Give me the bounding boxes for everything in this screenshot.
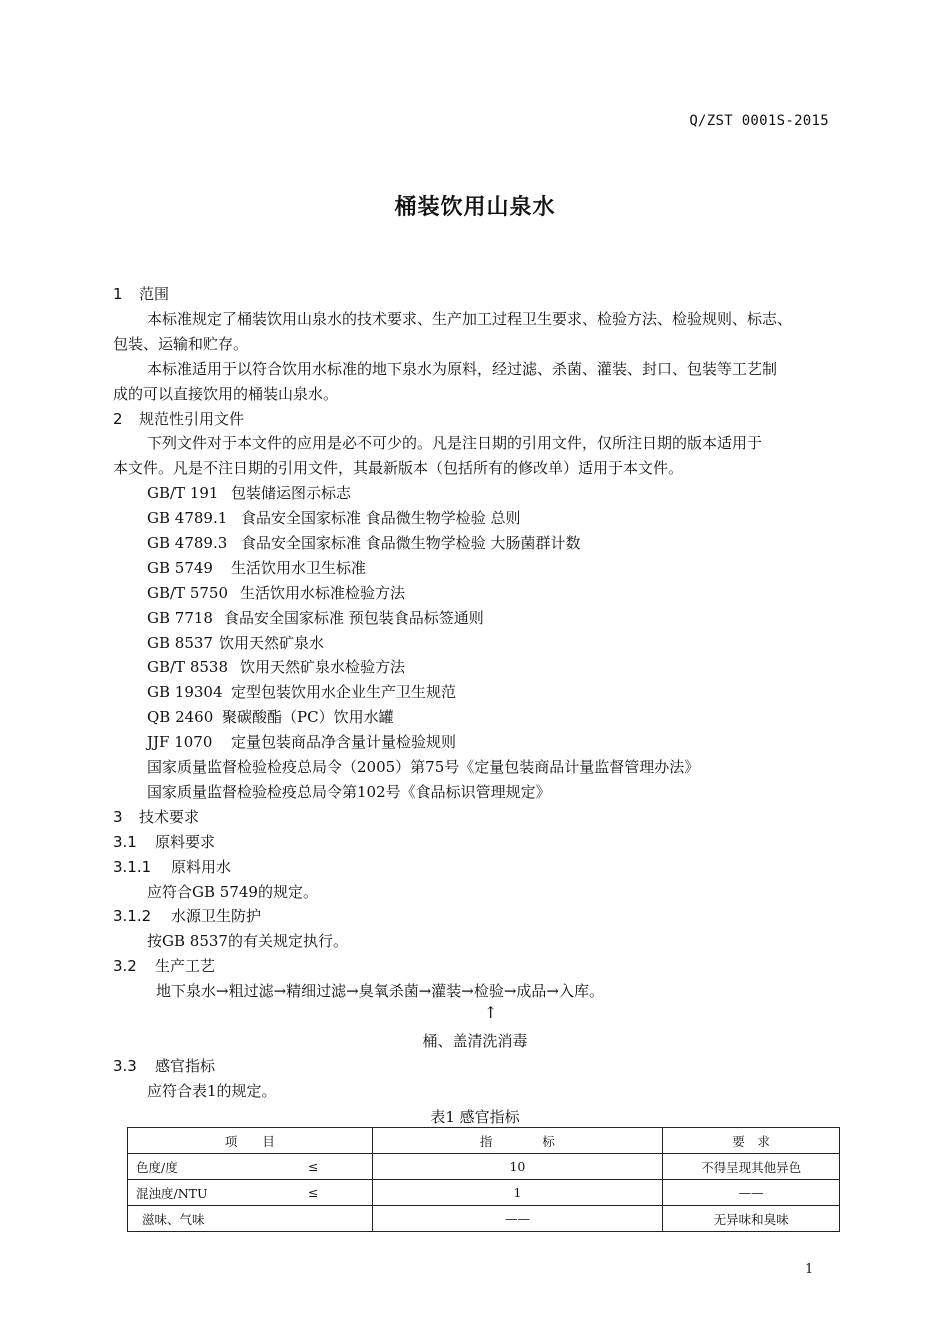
table-cell-requirement: 不得呈现其他异色 (663, 1154, 840, 1180)
section-number: 1 (113, 285, 123, 303)
paragraph-continued: 包装、运输和贮存。 (113, 335, 249, 353)
reference-code: GB/T 5750 (147, 584, 229, 602)
section-3-1-2-heading (113, 906, 261, 926)
reference-name: 定量包装商品净含量计量检验规则 (231, 733, 457, 751)
process-flow: 地下泉水→粗过滤→精细过滤→臭氧杀菌→灌装→检验→成品→入库。 (156, 982, 604, 1000)
reference-code: GB 4789.1 (147, 509, 228, 527)
reference-item: 国家质量监督检验检疫总局令（2005）第75号《定量包装商品计量监督管理办法》 (147, 758, 700, 776)
section-title: 范围 (139, 285, 170, 303)
table-header-cell: 项 目 (128, 1128, 373, 1154)
reference-item (147, 633, 324, 653)
table-row (128, 1180, 840, 1206)
paragraph-continued: 本文件。凡是不注日期的引用文件，其最新版本（包括所有的修改单）适用于本文件。 (113, 459, 684, 477)
reference-name: 食品安全国家标准 预包装食品标签通则 (224, 609, 484, 627)
section-number: 3.2 (113, 957, 137, 975)
paragraph: 按GB 8537的有关规定执行。 (147, 932, 348, 950)
section-number: 3.1.2 (113, 907, 152, 925)
section-3-1-heading (113, 832, 215, 852)
reference-code: QB 2460 (147, 708, 214, 726)
section-3-1-1-heading (113, 857, 231, 877)
table-header-row (128, 1128, 840, 1154)
reference-name: 生活饮用水卫生标准 (231, 559, 367, 577)
table-caption: 表1 感官指标 (430, 1108, 520, 1126)
section-2-heading (113, 409, 244, 429)
reference-name: 生活饮用水标准检验方法 (240, 584, 406, 602)
table-cell-value: 1 (372, 1180, 663, 1206)
reference-code: GB 4789.3 (147, 534, 228, 552)
sub-process-label: 桶、盖清洗消毒 (422, 1032, 528, 1050)
reference-item (147, 682, 456, 702)
reference-name: 食品安全国家标准 食品微生物学检验 总则 (241, 509, 521, 527)
reference-code: JJF 1070 (147, 733, 213, 751)
reference-item (147, 508, 521, 528)
page-number: 1 (805, 1262, 814, 1277)
section-title: 原料用水 (171, 858, 232, 876)
section-title: 生产工艺 (155, 957, 216, 975)
reference-code: GB/T 8538 (147, 658, 229, 676)
reference-code: GB 19304 (147, 683, 223, 701)
table-cell-item (128, 1206, 373, 1232)
paragraph: 应符合表1的规定。 (147, 1082, 277, 1100)
section-title: 水源卫生防护 (171, 907, 262, 925)
section-3-2-heading (113, 956, 215, 976)
reference-name: 饮用天然矿泉水 (219, 634, 325, 652)
section-3-3-heading (113, 1056, 215, 1076)
table-cell-item (128, 1154, 373, 1180)
reference-name: 聚碳酸酯（PC）饮用水罐 (222, 708, 394, 726)
section-title: 规范性引用文件 (139, 410, 245, 428)
paragraph-continued: 成的可以直接饮用的桶装山泉水。 (113, 385, 339, 403)
reference-item (147, 657, 405, 677)
reference-code: GB 7718 (147, 609, 213, 627)
section-number: 3 (113, 808, 123, 826)
standard-code: Q/ZST 0001S-2015 (689, 113, 829, 129)
le-sign: ≤ (308, 1159, 319, 1174)
table-cell-value: 10 (372, 1154, 663, 1180)
reference-item (147, 483, 351, 503)
reference-name: 饮用天然矿泉水检验方法 (240, 658, 406, 676)
reference-code: GB 8537 (147, 634, 213, 652)
reference-item (147, 707, 394, 727)
paragraph: 本标准适用于以符合饮用水标准的地下泉水为原料，经过滤、杀菌、灌装、封口、包装等工艺制 (147, 360, 778, 378)
section-title: 感官指标 (155, 1057, 216, 1075)
table-row (128, 1206, 840, 1232)
section-title: 技术要求 (139, 808, 200, 826)
table-header-cell: 指 标 (372, 1128, 663, 1154)
item-name: 色度/度 (136, 1159, 178, 1175)
table-cell-value: —— (372, 1206, 663, 1232)
reference-name: 定型包装饮用水企业生产卫生规范 (231, 683, 457, 701)
arrow-up-icon: ↑ (484, 1003, 498, 1022)
table-header-cell: 要 求 (663, 1128, 840, 1154)
reference-item (147, 608, 484, 628)
paragraph: 下列文件对于本文件的应用是必不可少的。凡是注日期的引用文件，仅所注日期的版本适用于 (147, 434, 763, 452)
reference-code: GB 5749 (147, 559, 213, 577)
document-title: 桶装饮用山泉水 (394, 195, 556, 220)
section-number: 3.1.1 (113, 858, 152, 876)
section-3-heading (113, 807, 199, 827)
table-row (128, 1154, 840, 1180)
le-sign: ≤ (308, 1185, 319, 1200)
item-name: 滋味、气味 (142, 1211, 205, 1227)
reference-item (147, 558, 366, 578)
reference-item (147, 583, 405, 603)
reference-name: 食品安全国家标准 食品微生物学检验 大肠菌群计数 (241, 534, 581, 552)
paragraph: 应符合GB 5749的规定。 (147, 883, 318, 901)
table-cell-requirement: 无异味和臭味 (663, 1206, 840, 1232)
item-name: 混浊度/NTU (136, 1185, 208, 1201)
table-cell-item (128, 1180, 373, 1206)
section-number: 3.3 (113, 1057, 137, 1075)
paragraph: 本标准规定了桶装饮用山泉水的技术要求、生产加工过程卫生要求、检验方法、检验规则、标志、 (147, 310, 793, 328)
section-title: 原料要求 (155, 833, 216, 851)
sensory-table (127, 1127, 840, 1232)
reference-name: 包装储运图示标志 (231, 484, 352, 502)
reference-item (147, 732, 456, 752)
reference-code: GB/T 191 (147, 484, 219, 502)
reference-item (147, 533, 581, 553)
section-number: 2 (113, 410, 123, 428)
table-cell-requirement: —— (663, 1180, 840, 1206)
section-number: 3.1 (113, 833, 137, 851)
reference-item: 国家质量监督检验检疫总局令第102号《食品标识管理规定》 (147, 783, 551, 801)
section-1-heading (113, 284, 169, 304)
